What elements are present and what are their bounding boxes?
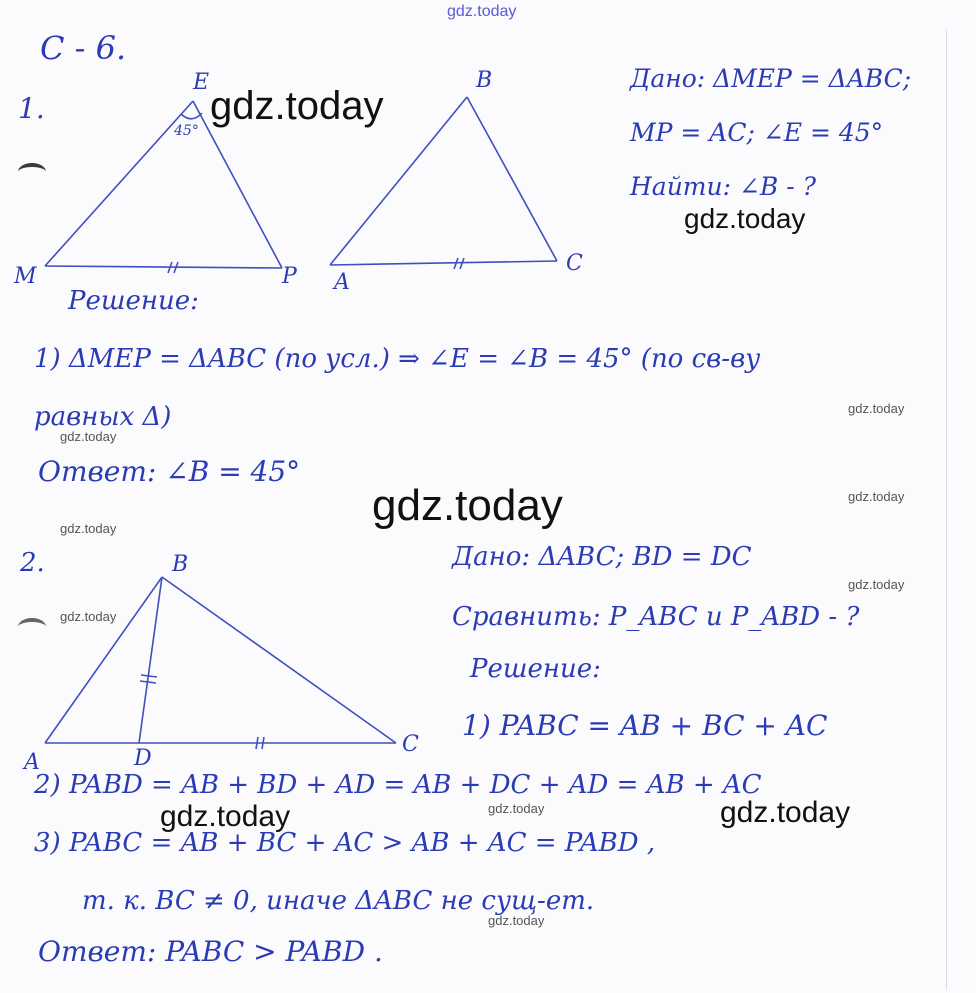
label-vertex-c1: C — [566, 251, 583, 276]
watermark-small-6: gdz.today — [848, 577, 905, 592]
task2-step1: 1) PABC = AB + BC + AC — [462, 709, 828, 742]
task2-step2: 2) PABD = AB + BD + AD = AB + DC + AD = AB + AC — [34, 770, 762, 800]
label-vertex-a1: A — [334, 270, 350, 295]
bracket-arc-icon-2 — [18, 618, 46, 636]
label-vertex-c2: C — [402, 732, 419, 757]
label-vertex-a2: A — [24, 750, 40, 775]
watermark-small-7: gdz.today — [488, 801, 545, 816]
watermark-small-1: gdz.today — [848, 401, 905, 416]
task1-answer: Ответ: ∠B = 45° — [38, 455, 301, 488]
task1-number: 1. — [18, 92, 45, 125]
watermark-small-8: gdz.today — [488, 913, 545, 928]
label-vertex-d: D — [134, 746, 152, 771]
label-vertex-b2: B — [172, 552, 189, 577]
section-title: С - 6. — [40, 29, 127, 67]
task2-solution-title: Решение: — [470, 654, 601, 684]
task1-find: Найти: ∠B - ? — [630, 172, 817, 201]
task2-number: 2. — [20, 548, 45, 578]
watermark-top: gdz.today — [447, 3, 517, 20]
watermark-medium-1: gdz.today — [684, 203, 806, 234]
triangle-abc-2 — [45, 577, 396, 749]
task1-given-line2: MP = AC; ∠E = 45° — [630, 118, 884, 147]
watermark-small-3: gdz.today — [848, 489, 905, 504]
watermark-small-5: gdz.today — [60, 609, 117, 624]
watermark-medium-3: gdz.today — [720, 796, 851, 829]
task1-step1-line1: 1) ΔMEP = ΔABC (по усл.) ⇒ ∠E = ∠B = 45° (по св-ву — [34, 344, 761, 374]
task2-step3: 3) PABC = AB + BC + AC > AB + AC = PABD , — [34, 828, 656, 858]
label-vertex-b1: B — [476, 68, 493, 93]
watermark-large-center: gdz.today — [372, 481, 563, 530]
task2-answer: Ответ: PABC > PABD . — [38, 935, 383, 968]
label-vertex-e: E — [193, 70, 210, 95]
task1-given-line1: Дано: ΔMEP = ΔABC; — [630, 64, 912, 93]
label-vertex-p: P — [282, 264, 297, 289]
task2-compare: Сравнить: P_ABC и P_ABD - ? — [452, 602, 860, 632]
task2-step3-cont: т. к. BC ≠ 0, иначе ΔABC не сущ-ет. — [82, 886, 595, 916]
watermark-medium-2: gdz.today — [160, 800, 291, 833]
watermark-small-4: gdz.today — [60, 521, 117, 536]
label-vertex-m: M — [14, 264, 37, 289]
watermark-small-2: gdz.today — [60, 429, 117, 444]
task1-solution-title: Решение: — [68, 286, 199, 316]
task1-step1-line2: равных Δ) — [34, 402, 172, 432]
label-angle-45: 45° — [174, 123, 199, 139]
task2-given: Дано: ΔABC; BD = DC — [452, 542, 752, 572]
watermark-large-1: gdz.today — [210, 84, 384, 128]
